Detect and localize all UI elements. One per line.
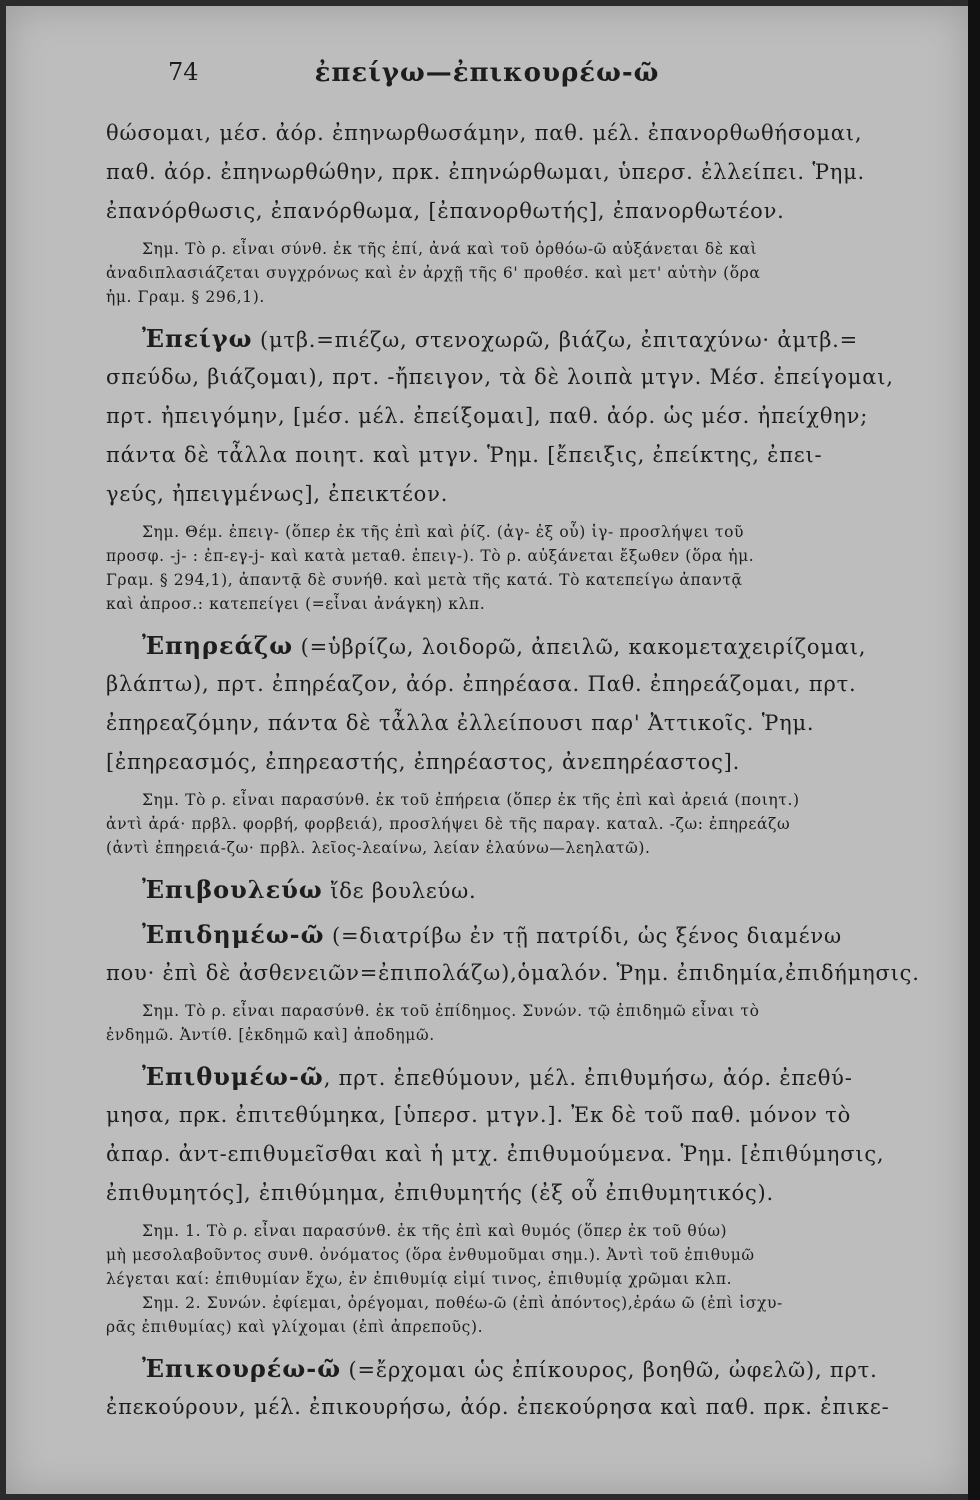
note-line: Σημ. Τὸ ρ. εἶναι παρασύνθ. ἐκ τοῦ ἐπήρεια (ὅπερ ἐκ τῆς ἐπὶ καὶ ἀρειά (ποιητ.) xyxy=(142,791,800,809)
dictionary-page xyxy=(6,6,968,1494)
note-line: Σημ. Τὸ ρ. εἶναι παρασύνθ. ἐκ τοῦ ἐπίδημος. Συνών. τῷ ἐπιδημῶ εἶναι τὸ xyxy=(142,1002,760,1020)
entry-lemma: Ἐπιθυμέω-ῶ xyxy=(142,1062,324,1091)
note-line: Σημ. 1. Τὸ ρ. εἶναι παρασύνθ. ἐκ τῆς ἐπὶ καὶ θυμός (ὅπερ ἐκ τοῦ θύω) xyxy=(142,1222,728,1240)
note-line: μὴ μεσολαβοῦντος συνθ. ὀνόματος (ὅρα ἐνθυμοῦμαι σημ.). Ἀντὶ τοῦ ἐπιθυμῶ xyxy=(106,1246,755,1264)
note-line: ρᾶς ἐπιθυμίας) καὶ γλίχομαι (ἐπὶ ἀπρεποῦς). xyxy=(106,1318,484,1336)
entry-epereazo xyxy=(106,626,942,665)
note-line: προσφ. -j- : ἐπ-εγ-j- καὶ κατὰ μεταθ. ἐπειγ-). Τὸ ρ. αὐξάνεται ἔξωθεν (ὅρα ἡμ. xyxy=(106,547,755,565)
body-line: ἐπανόρθωσις, ἐπανόρθωμα, [ἐπανορθωτής], ἐπανορθωτέον. xyxy=(106,199,785,223)
entry-epithymeo xyxy=(106,1057,942,1096)
entry-text: (μτβ.=πιέζω, στενοχωρῶ, βιάζω, ἐπιταχύνω· ἀμτβ.= xyxy=(252,328,859,352)
body-line: μησα, πρκ. ἐπιτεθύμηκα, [ὑπερσ. μτγν.]. Ἐκ δὲ τοῦ παθ. μόνον τὸ xyxy=(106,1103,852,1127)
entry-lemma: Ἐπιδημέω-ῶ xyxy=(142,920,325,949)
entry-lemma: Ἐπηρεάζω xyxy=(142,631,294,660)
entry-epibouleuo xyxy=(106,870,942,909)
entry-epidemeo xyxy=(106,915,942,954)
body-line: πάντα δὲ τἆλλα ποιητ. καὶ μτγν. Ῥημ. [ἔπειξις, ἐπείκτης, ἐπει- xyxy=(106,443,823,467)
entry-epikoureo xyxy=(106,1349,942,1388)
entry-epeigo xyxy=(106,319,942,358)
note-line: Σημ. 2. Συνών. ἐφίεμαι, ὀρέγομαι, ποθέω-ῶ (ἐπὶ ἀπόντος),ἐράω ῶ (ἐπὶ ἰσχυ- xyxy=(142,1294,783,1312)
note-line: Σημ. Τὸ ρ. εἶναι σύνθ. ἐκ τῆς ἐπί, ἀνά καὶ τοῦ ὀρθόω-ῶ αὐξάνεται δὲ καὶ xyxy=(142,240,758,258)
body-line: ἐπιθυμητός], ἐπιθύμημα, ἐπιθυμητής (ἐξ οὗ ἐπιθυμητικός). xyxy=(106,1181,774,1205)
body-line: παθ. ἀόρ. ἐπηνωρθώθην, πρκ. ἐπηνώρθωμαι, ὑπερσ. ἐλλείπει. Ῥημ. xyxy=(106,160,866,184)
entry-text: ἴδε βουλεύω. xyxy=(322,879,477,903)
entry-text: (=ὑβρίζω, λοιδορῶ, ἀπειλῶ, κακομεταχειρίζομαι, xyxy=(293,635,867,659)
note-line: ἀντὶ ἀρά· πρβλ. φορβή, φορβειά), προσλήψει δὲ τῆς παραγ. καταλ. -ζω: ἐπηρεάζω xyxy=(106,815,791,833)
running-head: ἐπείγω—ἐπικουρέω-ῶ xyxy=(314,58,660,88)
note-line: (ἀντὶ ἐπηρειά-ζω· πρβλ. λεῖος-λεαίνω, λείαν ἐλαύνω—λεηλατῶ). xyxy=(106,839,651,857)
entry-text: (=ἔρχομαι ὡς ἐπίκουρος, βοηθῶ, ὠφελῶ), πρτ. xyxy=(341,1358,878,1382)
body-line: γεύς, ἠπειγμένως], ἐπεικτέον. xyxy=(106,482,449,506)
note-line: Σημ. Θέμ. ἐπειγ- (ὅπερ ἐκ τῆς ἐπὶ καὶ ῥίζ. (ἀγ- ἐξ οὗ) ἱγ- προσλήψει τοῦ xyxy=(142,523,745,541)
page-number: 74 xyxy=(168,58,199,86)
entry-lemma: Ἐπείγω xyxy=(142,324,253,353)
body-line: θώσομαι, μέσ. ἀόρ. ἐπηνωρθωσάμην, παθ. μέλ. ἐπανορθωθήσομαι, xyxy=(106,121,863,145)
body-line: βλάπτω), πρτ. ἐπηρέαζον, ἀόρ. ἐπηρέασα. Παθ. ἐπηρεάζομαι, πρτ. xyxy=(106,672,857,696)
body-line: που· ἐπὶ δὲ ἀσθενειῶν=ἐπιπολάζω),ὁμαλόν. Ῥημ. ἐπιδημία,ἐπιδήμησις. xyxy=(106,961,920,985)
entry-lemma: Ἐπιβουλεύω xyxy=(142,875,323,904)
body-line: ἐπηρεαζόμην, πάντα δὲ τἆλλα ἐλλείπουσι παρ' Ἀττικοῖς. Ῥημ. xyxy=(106,711,815,735)
body-line: σπεύδω, βιάζομαι), πρτ. -ἤπειγον, τὰ δὲ λοιπὰ μτγν. Μέσ. ἐπείγομαι, xyxy=(106,365,894,389)
binding-edge xyxy=(968,0,980,1500)
body-line: πρτ. ἠπειγόμην, [μέσ. μέλ. ἐπείξομαι], παθ. ἀόρ. ὡς μέσ. ἠπείχθην; xyxy=(106,404,869,428)
note-line: ἐνδημῶ. Ἀντίθ. [ἐκδημῶ καὶ] ἀποδημῶ. xyxy=(106,1026,435,1044)
note-line: ἡμ. Γραμ. § 296,1). xyxy=(106,288,265,306)
entry-lemma: Ἐπικουρέω-ῶ xyxy=(142,1354,342,1383)
body-line: ἀπαρ. ἀντ-επιθυμεῖσθαι καὶ ἡ μτχ. ἐπιθυμούμενα. Ῥημ. [ἐπιθύμησις, xyxy=(106,1142,885,1166)
page-content xyxy=(106,114,942,1427)
entry-text: , πρτ. ἐπεθύμουν, μέλ. ἐπιθυμήσω, ἀόρ. ἐπεθύ- xyxy=(323,1066,853,1090)
body-line: [ἐπηρεασμός, ἐπηρεαστής, ἐπηρέαστος, ἀνεπηρέαστος]. xyxy=(106,750,741,774)
body-line: ἐπεκούρουν, μέλ. ἐπικουρήσω, ἀόρ. ἐπεκούρησα καὶ παθ. πρκ. ἐπικε- xyxy=(106,1395,890,1419)
note-line: λέγεται καί: ἐπιθυμίαν ἔχω, ἐν ἐπιθυμίᾳ εἰμί τινος, ἐπιθυμίᾳ χρῶμαι κλπ. xyxy=(106,1270,733,1288)
note-line: Γραμ. § 294,1), ἀπαντᾷ δὲ συνήθ. καὶ μετὰ τῆς κατά. Τὸ κατεπείγω ἀπαντᾷ xyxy=(106,571,743,589)
note-line: ἀναδιπλασιάζεται συγχρόνως καὶ ἐν ἀρχῇ τῆς 6' προθέσ. καὶ μετ' αὐτὴν (ὅρα xyxy=(106,264,761,282)
note-line: καὶ ἀπροσ.: κατεπείγει (=εἶναι ἀνάγκη) κλπ. xyxy=(106,595,486,613)
entry-text: (=διατρίβω ἐν τῇ πατρίδι, ὡς ξένος διαμένω xyxy=(324,924,842,948)
